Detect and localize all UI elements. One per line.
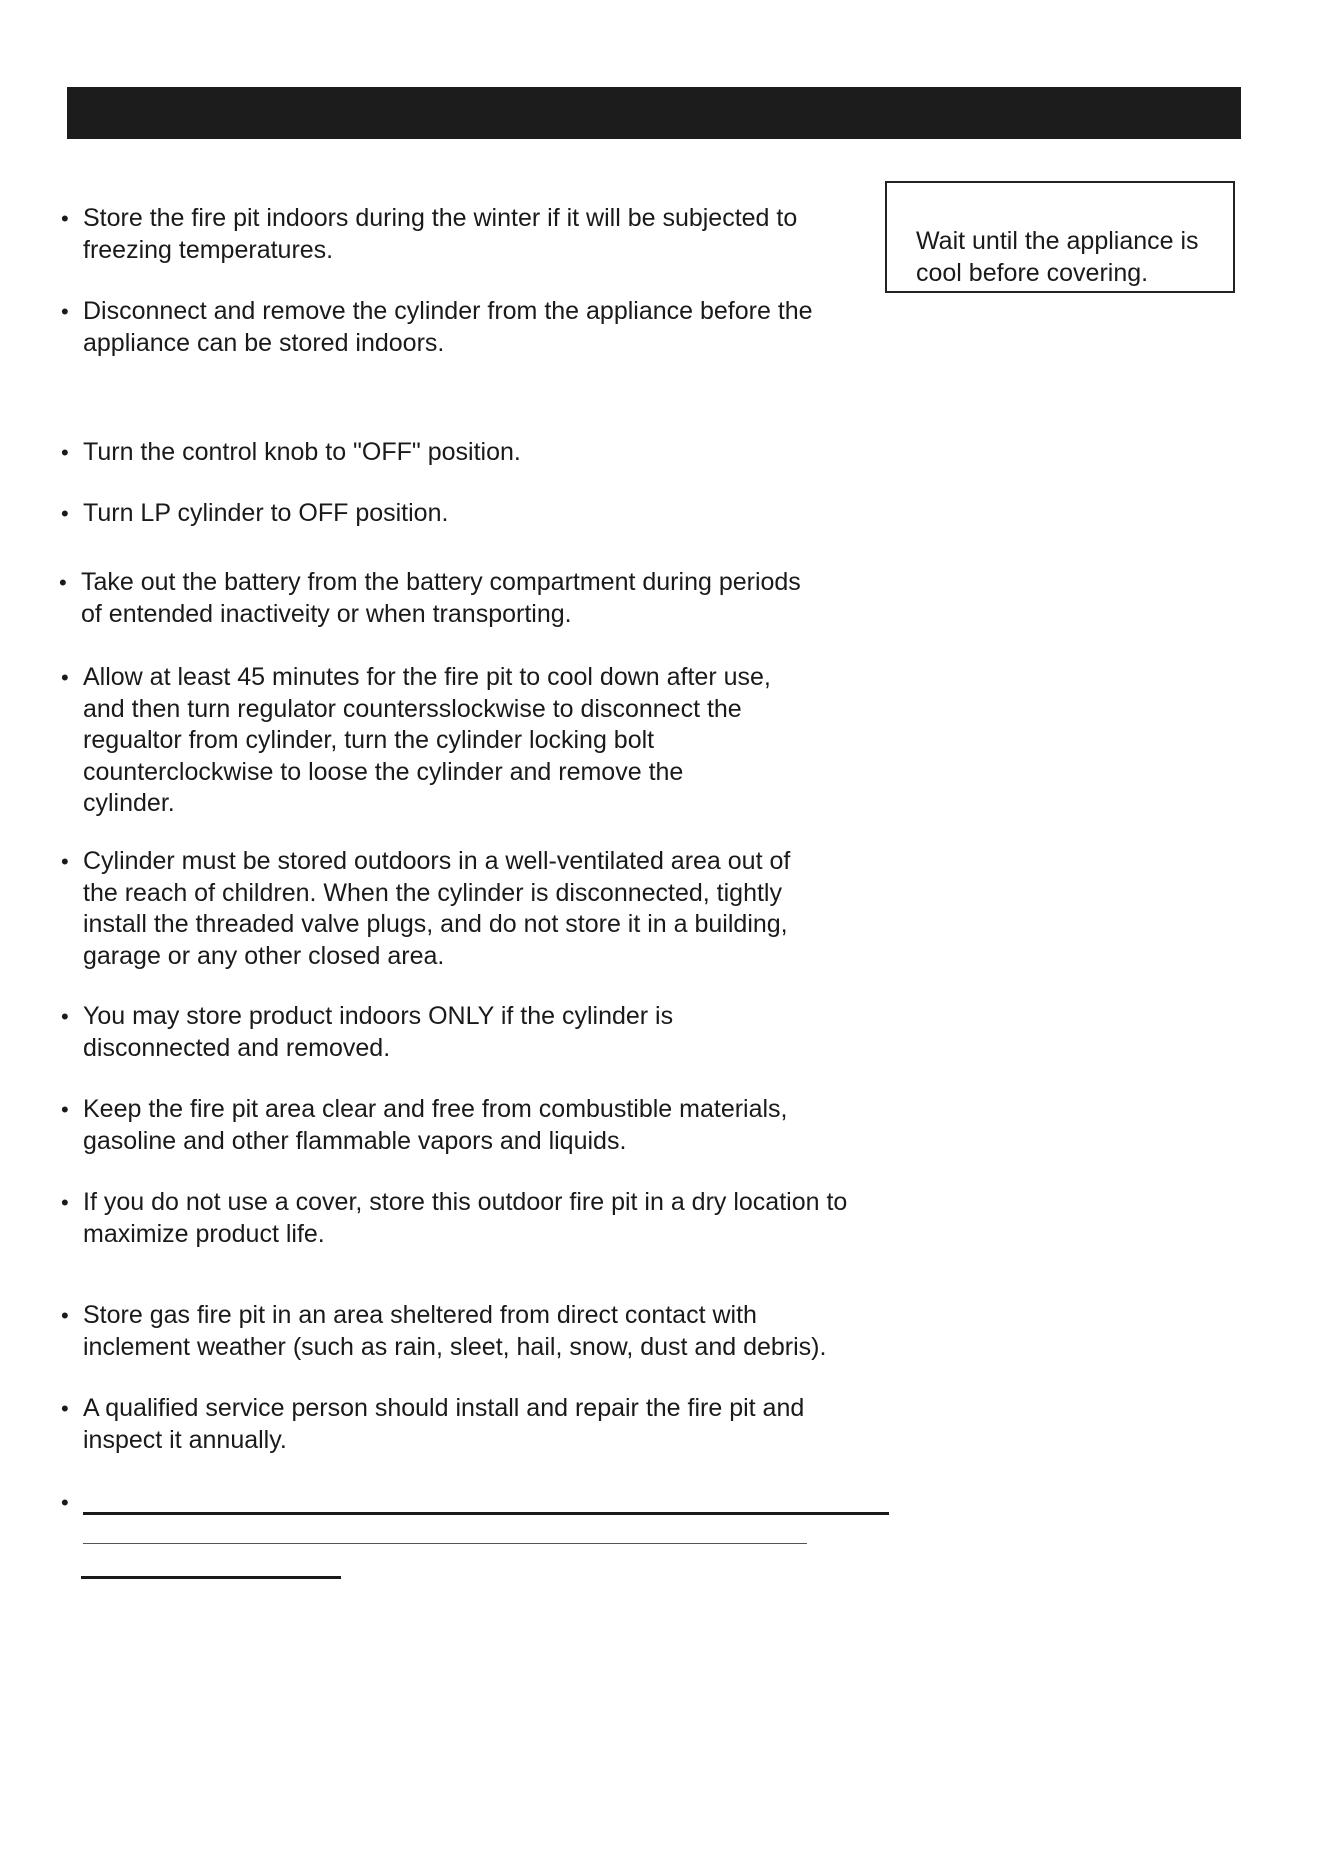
list-item-disconnect-cylinder [61,296,923,359]
bullet-icon: • [61,849,69,874]
list-item-line: appliance can be stored indoors. [83,328,445,357]
bullet-icon: • [61,1303,69,1328]
list-item-line: Keep the fire pit area clear and free from combustible materials, [83,1095,788,1123]
list-item-line: Take out the battery from the battery compartment during periods [81,568,801,596]
list-item-line: of entended inactiveity or when transporting. [81,599,572,628]
bullet-icon: • [61,440,69,465]
list-item-line: Turn LP cylinder to OFF position. [83,499,449,527]
bullet-icon: • [61,1190,69,1215]
note-line-1: Wait until the appliance is [916,227,1199,255]
list-item-line: install the threaded valve plugs, and do not store it in a building, [83,910,788,938]
bullet-icon: • [61,1097,69,1122]
list-item-no-cover [61,1187,923,1250]
list-item-line: regualtor from cylinder, turn the cylinder locking bolt [83,726,655,754]
list-item-line: Turn the control knob to "OFF" position. [83,438,521,466]
bullet-icon: • [61,1004,69,1029]
bullet-icon: • [61,1396,69,1421]
list-item-line: and then turn regulator countersslockwise to disconnect the [83,694,742,723]
note-line-2: cool before covering. [916,259,1149,287]
list-item-line: Cylinder must be stored outdoors in a well-ventilated area out of [83,847,791,875]
list-item-line: the reach of children. When the cylinder is disconnected, tightly [83,878,782,907]
list-item-keep-clear [61,1094,923,1157]
list-item-store-outdoors [61,846,923,972]
list-item-line: If you do not use a cover, store this outdoor fire pit in a dry location to [83,1188,848,1216]
list-item-sheltered [61,1300,923,1363]
list-item-store-winter [61,203,923,266]
list-item-qualified-service [61,1393,923,1456]
list-item-control-knob [61,437,923,469]
fill-in-line [83,1512,889,1515]
list-item-line: freezing temperatures. [83,235,334,264]
list-item-line: Store gas fire pit in an area sheltered from direct contact with [83,1301,757,1329]
bullet-icon: • [61,665,69,690]
list-item-line: Disconnect and remove the cylinder from the appliance before the [83,297,813,325]
bullet-icon: • [61,299,69,324]
bullet-icon: • [61,1490,69,1515]
section-header-bar [67,87,1241,139]
list-item-cool-down [61,662,923,820]
list-item-line: Allow at least 45 minutes for the fire pit to cool down after use, [83,663,771,691]
list-item-line: cylinder. [83,789,175,817]
list-item-line: inclement weather (such as rain, sleet, hail, snow, dust and debris). [83,1332,827,1361]
bullet-icon: • [61,206,69,231]
fill-in-line [83,1543,807,1544]
fill-in-line [81,1576,341,1579]
list-item-line: counterclockwise to loose the cylinder and remove the [83,757,684,786]
list-item-line: gasoline and other flammable vapors and liquids. [83,1126,627,1155]
list-item-line: garage or any other closed area. [83,941,445,970]
bullet-icon: • [61,501,69,526]
list-item-indoors-only [61,1001,923,1064]
list-item-battery [59,567,921,630]
bullet-icon: • [59,570,67,595]
list-item-line: A qualified service person should install and repair the fire pit and [83,1394,805,1422]
list-item-lp-cylinder-off [61,498,923,530]
list-item-line: You may store product indoors ONLY if the cylinder is [83,1002,674,1030]
list-item-line: disconnected and removed. [83,1033,391,1062]
list-item-line: inspect it annually. [83,1425,287,1454]
list-item-line: Store the fire pit indoors during the winter if it will be subjected to [83,204,798,232]
list-item-line: maximize product life. [83,1219,325,1248]
caution-note-box [885,181,1235,293]
